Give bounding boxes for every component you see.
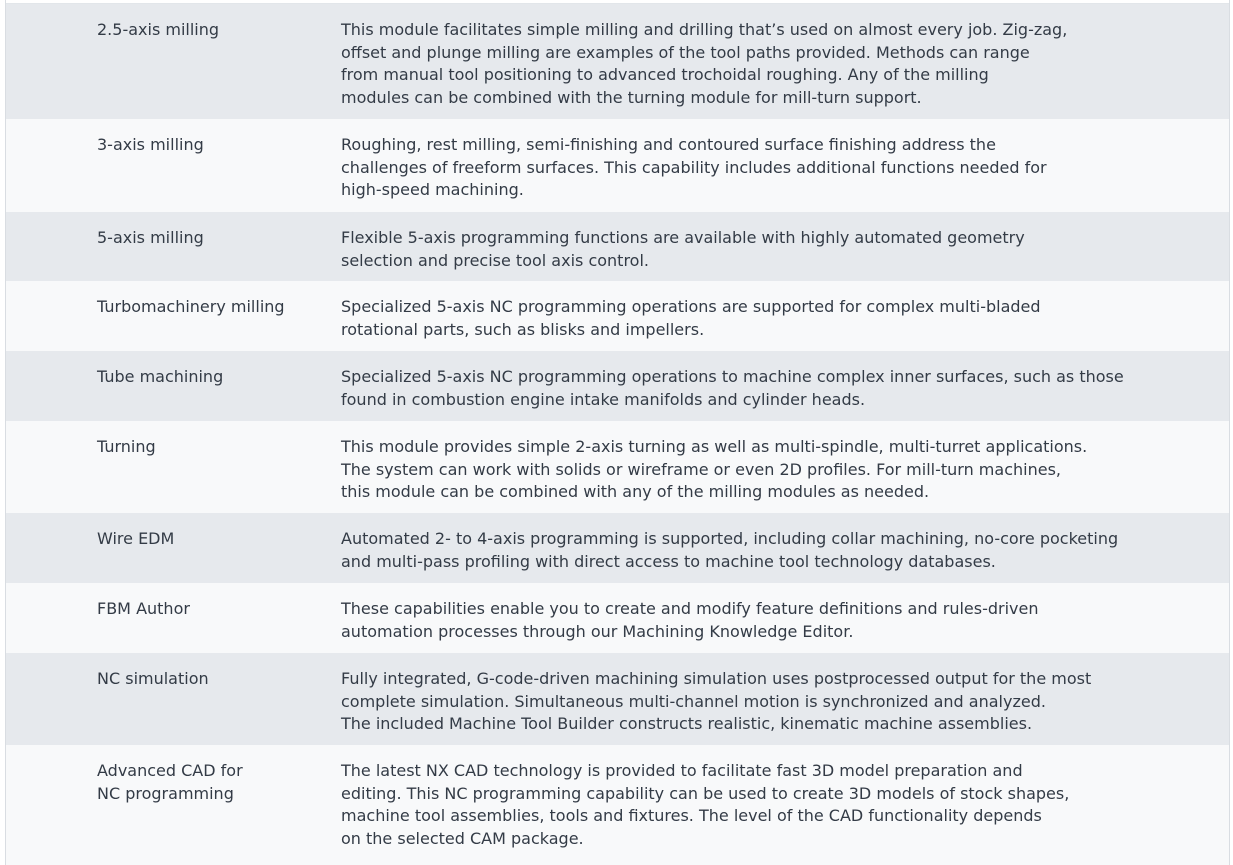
table-row — [6, 4, 1229, 119]
capability-name: 3-axis milling — [97, 135, 204, 154]
capability-description: Fully integrated, G-code-driven machining simulation uses postprocessed output for the most complete simulation. Simultaneous multi-channel motion is synchronized and analyzed. The included Machine Tool Builder constructs realistic, kinematic machine assemblies. — [341, 669, 1092, 733]
capability-description: Specialized 5-axis NC programming operations are supported for complex multi-bladed rotational parts, such as blisks and impellers. — [341, 297, 1041, 339]
table-row — [6, 351, 1229, 421]
capability-name: Turning — [97, 437, 156, 456]
capability-name: Advanced CAD for NC programming — [97, 761, 243, 803]
capability-description: These capabilities enable you to create and modify feature definitions and rules-driven automation processes through our Machining Knowledge Editor. — [341, 599, 1039, 641]
capability-description: Roughing, rest milling, semi-finishing and contoured surface finishing address the challenges of freeform surfaces. This capability includes additional functions needed for high-speed machining. — [341, 135, 1047, 199]
table-row — [6, 212, 1229, 281]
capability-name: Wire EDM — [97, 529, 175, 548]
table-row — [6, 513, 1229, 583]
capability-name: 5-axis milling — [97, 228, 204, 247]
capability-name: NC simulation — [97, 669, 209, 688]
table-row — [6, 583, 1229, 653]
capability-description: Flexible 5-axis programming functions are available with highly automated geometry selection and precise tool axis control. — [341, 228, 1025, 270]
capability-name: Tube machining — [97, 367, 224, 386]
capability-description: This module provides simple 2-axis turning as well as multi-spindle, multi-turret applications. The system can work with solids or wireframe or even 2D profiles. For mill-turn machines, this module can be combined with any of the milling modules as needed. — [341, 437, 1088, 501]
capability-description: This module facilitates simple milling and drilling that’s used on almost every job. Zig-zag, offset and plunge milling are examples of the tool paths provided. Methods can range from manual tool positioning to advanced trochoidal roughing. Any of the milling modules can be combined with the turning module for mill-turn support. — [341, 20, 1068, 107]
capability-description: The latest NX CAD technology is provided to facilitate fast 3D model preparation and editing. This NC programming capability can be used to create 3D models of stock shapes, machine tool assemblies, tools and fixtures. The level of the CAD functionality depends on the selected CAM package. — [341, 761, 1070, 848]
table-row — [6, 421, 1229, 513]
table-row — [6, 281, 1229, 351]
table-row — [6, 119, 1229, 212]
table-row — [6, 653, 1229, 745]
capabilities-table — [5, 0, 1230, 865]
capability-name: Turbomachinery milling — [97, 297, 285, 316]
capability-name: 2.5-axis milling — [97, 20, 220, 39]
capability-name: FBM Author — [97, 599, 190, 618]
table-row — [6, 745, 1229, 865]
capability-description: Automated 2- to 4-axis programming is supported, including collar machining, no-core pocketing and multi-pass profiling with direct access to machine tool technology databases. — [341, 529, 1119, 571]
capability-description: Specialized 5-axis NC programming operations to machine complex inner surfaces, such as those found in combustion engine intake manifolds and cylinder heads. — [341, 367, 1124, 409]
